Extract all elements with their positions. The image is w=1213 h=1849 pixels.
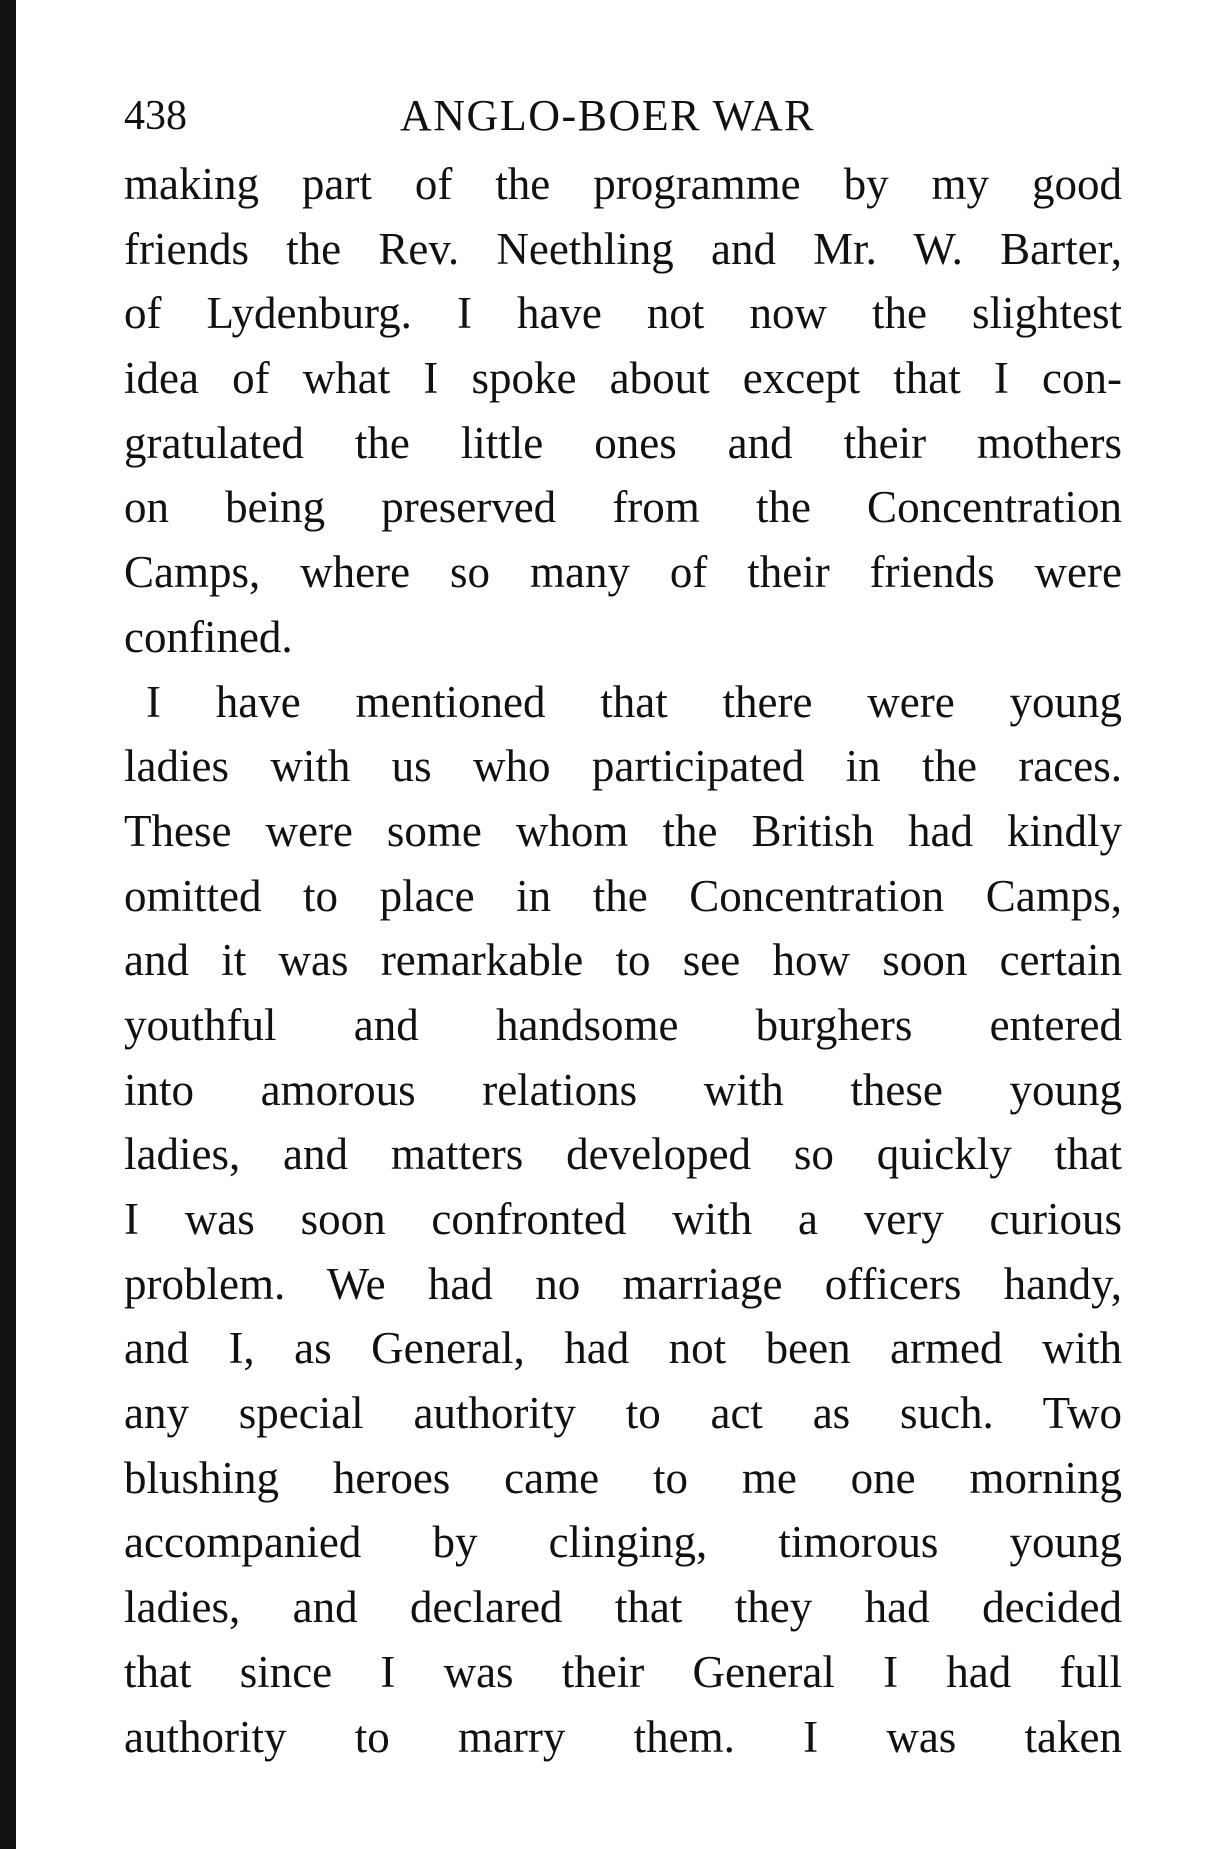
text-line: Camps, where so many of their friends were bbox=[124, 547, 1122, 598]
text-line: ladies, and matters developed so quickly that bbox=[124, 1129, 1122, 1180]
text-line: accompanied by clinging, timorous young bbox=[124, 1517, 1122, 1568]
running-title: ANGLO-BOER WAR bbox=[400, 91, 815, 140]
text-line: I have mentioned that there were young bbox=[146, 676, 1122, 727]
text-line: making part of the programme by my good bbox=[124, 159, 1122, 209]
text-line: into amorous relations with these young bbox=[124, 1064, 1122, 1115]
text-line: idea of what I spoke about except that I con- bbox=[124, 353, 1122, 404]
text-line: on being preserved from the Concentration bbox=[124, 482, 1122, 533]
text-line: that since I was their General I had full bbox=[124, 1646, 1122, 1697]
text-line: ladies, and declared that they had decided bbox=[124, 1582, 1122, 1633]
text-line: and I, as General, had not been armed with bbox=[124, 1323, 1122, 1374]
text-line: gratulated the little ones and their mothers bbox=[124, 417, 1122, 468]
text-line: omitted to place in the Concentration Camps, bbox=[124, 870, 1122, 921]
body-text bbox=[124, 152, 1122, 1769]
running-header bbox=[124, 86, 1124, 146]
text-line: problem. We had no marriage officers handy, bbox=[124, 1258, 1122, 1309]
text-line: ladies with us who participated in the races. bbox=[124, 741, 1122, 792]
text-line: of Lydenburg. I have not now the slightest bbox=[124, 288, 1122, 339]
text-line: These were some whom the British had kindly bbox=[124, 805, 1122, 856]
text-line: blushing heroes came to me one morning bbox=[124, 1452, 1122, 1503]
text-line: youthful and handsome burghers entered bbox=[124, 999, 1122, 1050]
binding-edge bbox=[0, 0, 16, 1849]
text-line: authority to marry them. I was taken bbox=[124, 1711, 1122, 1762]
text-line: I was soon confronted with a very curious bbox=[124, 1194, 1122, 1244]
page-number: 438 bbox=[124, 93, 187, 139]
text-line: confined. bbox=[124, 611, 293, 662]
text-line: friends the Rev. Neethling and Mr. W. Barter, bbox=[124, 223, 1122, 274]
text-line: and it was remarkable to see how soon certain bbox=[124, 935, 1122, 986]
text-line: any special authority to act as such. Two bbox=[124, 1388, 1122, 1439]
